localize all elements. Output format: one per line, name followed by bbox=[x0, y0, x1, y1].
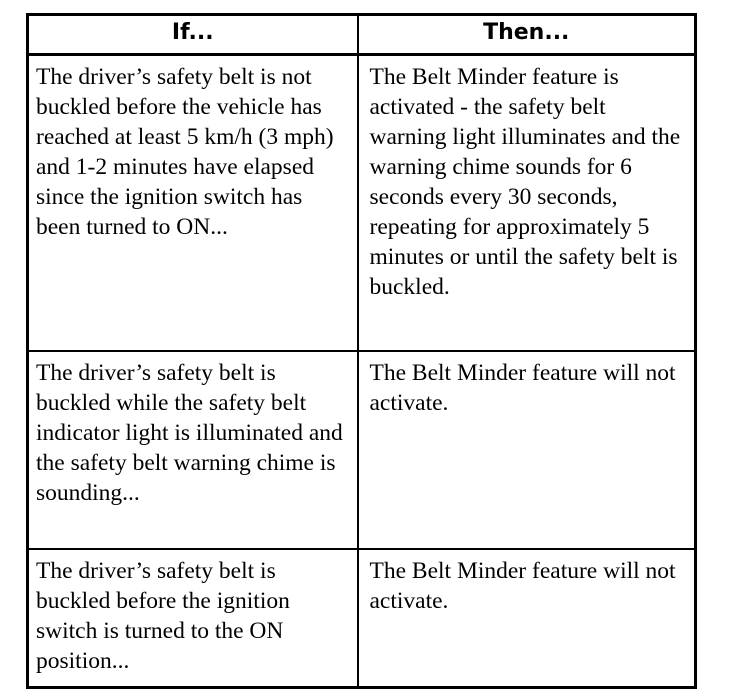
table-header-row bbox=[28, 15, 696, 55]
table-row bbox=[28, 351, 696, 549]
header-if: If... bbox=[28, 15, 358, 55]
if-cell: The driver’s safety belt is not buckled before the vehicle has reached at least 5 km/h (3 mph) and 1-2 minutes have elapsed since the ignition switch has been turned to ON... bbox=[28, 55, 358, 352]
header-then: Then... bbox=[358, 15, 696, 55]
table-row bbox=[28, 55, 696, 352]
if-cell: The driver’s safety belt is buckled before the ignition switch is turned to the ON position... bbox=[28, 549, 358, 688]
then-cell: The Belt Minder feature will not activate. bbox=[358, 351, 696, 549]
table-row bbox=[28, 549, 696, 688]
then-cell: The Belt Minder feature is activated - the safety belt warning light illuminates and the warning chime sounds for 6 seconds every 30 seconds, repeating for approximately 5 minutes or until the safety belt is buckled. bbox=[358, 55, 696, 352]
then-cell: The Belt Minder feature will not activate. bbox=[358, 549, 696, 688]
belt-minder-table bbox=[26, 13, 697, 689]
if-cell: The driver’s safety belt is buckled while the safety belt indicator light is illuminated and the safety belt warning chime is sounding... bbox=[28, 351, 358, 549]
